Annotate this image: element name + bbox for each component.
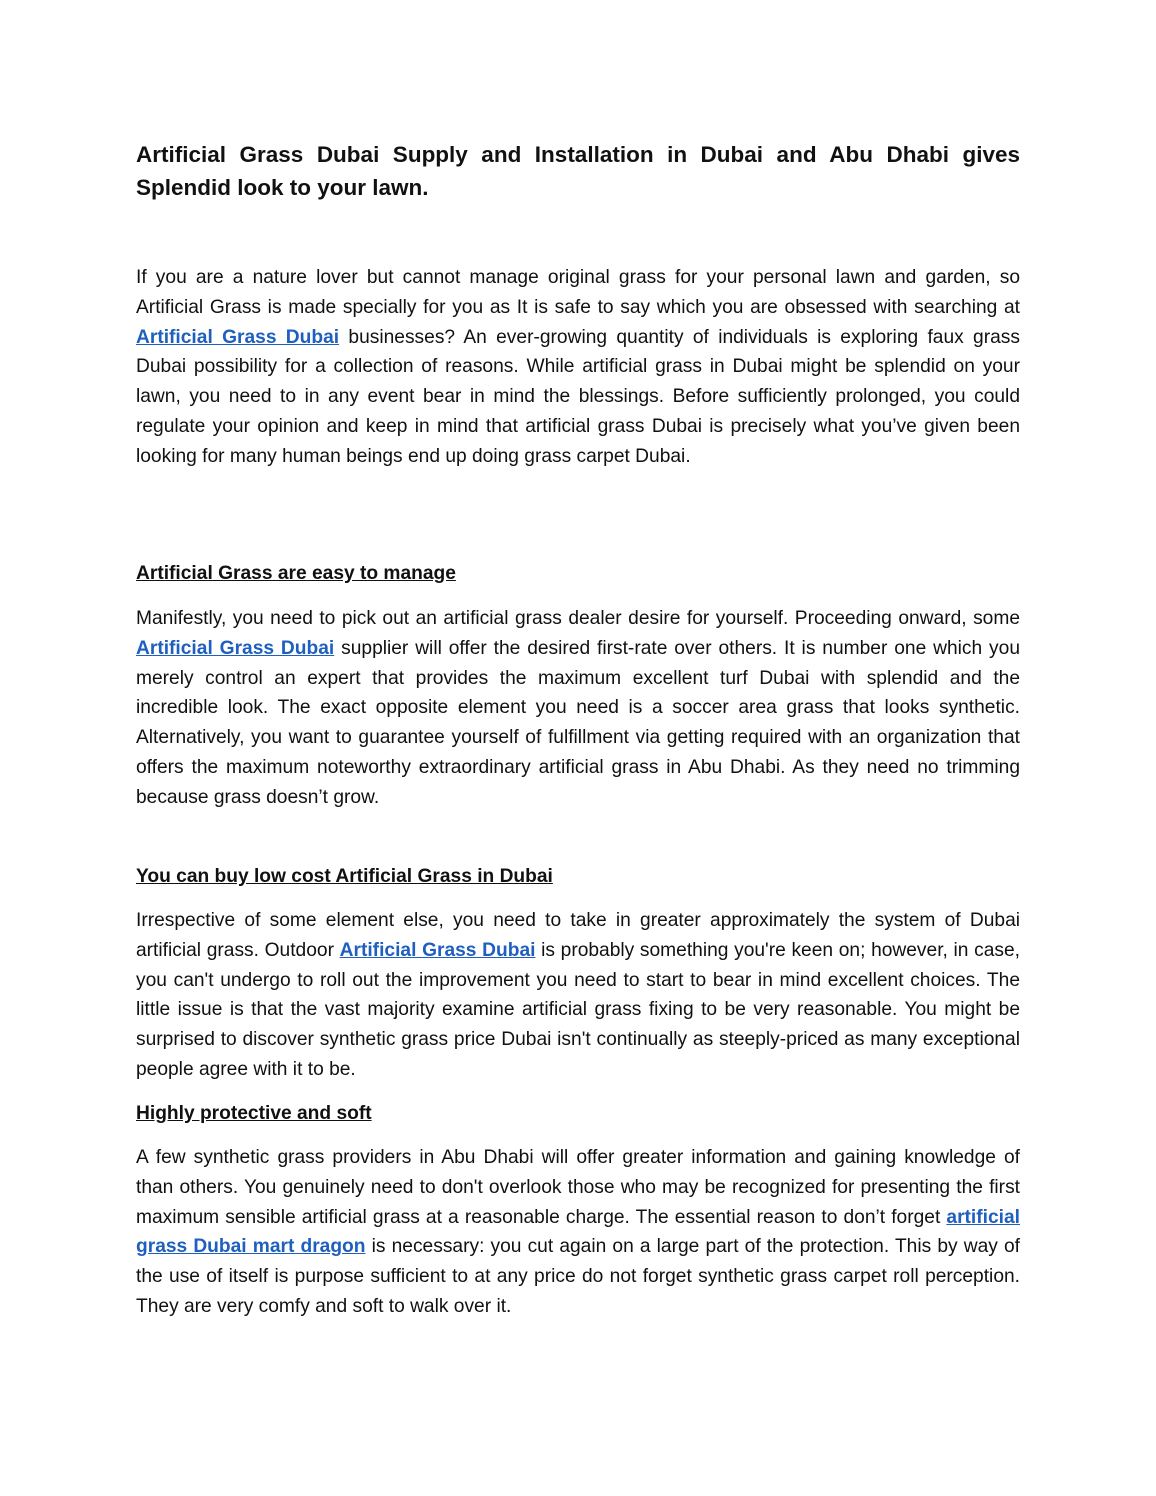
section-text-end: is probably something you're keen on; however, in case, you can't undergo to roll out the improvement you need to start to bear in mind excellent choices. The little issue is that the vast majority examine artificial grass fixing to be very reasonable. You might be surprised to discover synthetic grass price Dubai isn't continually as steeply-priced as many exceptional people agree with it to be. bbox=[136, 939, 1020, 1080]
intro-text-start: If you are a nature lover but cannot manage original grass for your personal lawn and garden, so Artificial Grass is made specially for you as It is safe to say which you are obsessed with searching at bbox=[136, 267, 1020, 318]
document-title: Artificial Grass Dubai Supply and Installation in Dubai and Abu Dhabi gives Splendid look to your lawn. bbox=[136, 142, 1020, 200]
section-heading: Artificial Grass are easy to manage bbox=[136, 563, 456, 584]
section-protective-soft-body bbox=[136, 1143, 1020, 1322]
section-heading: Highly protective and soft bbox=[136, 1103, 372, 1124]
artificial-grass-dubai-link[interactable]: Artificial Grass Dubai bbox=[339, 939, 536, 961]
section-text-end: is necessary: you cut again on a large part of the protection. This by way of the use of itself is purpose sufficient to at any price do not forget synthetic grass carpet roll perception. They are very comfy and soft to walk over it. bbox=[136, 1236, 1020, 1317]
section-protective-soft bbox=[136, 1100, 1020, 1128]
artificial-grass-dubai-mart-dragon-link[interactable]: artificial grass Dubai mart dragon bbox=[136, 1206, 1020, 1258]
section-paragraph bbox=[136, 906, 1020, 1085]
artificial-grass-dubai-link[interactable]: Artificial Grass Dubai bbox=[136, 637, 335, 659]
section-paragraph bbox=[136, 604, 1020, 813]
section-text-start: A few synthetic grass providers in Abu Dhabi will offer greater information and gaining knowledge of than others. You genuinely need to don't overlook those who may be recognized for presenting the first maximum sensible artificial grass at a reasonable charge. The essential reason to don’t forget bbox=[136, 1147, 1020, 1228]
section-paragraph bbox=[136, 1143, 1020, 1322]
section-low-cost-body bbox=[136, 906, 1020, 1085]
section-low-cost bbox=[136, 863, 1020, 891]
section-easy-to-manage bbox=[136, 560, 1020, 588]
intro-paragraph bbox=[136, 263, 1020, 472]
section-text-start: Manifestly, you need to pick out an artificial grass dealer desire for yourself. Proceeding onward, some bbox=[136, 608, 1020, 629]
intro-text-end: businesses? An ever-growing quantity of individuals is exploring faux grass Dubai possibility for a collection of reasons. While artificial grass in Dubai might be splendid on your lawn, you need to in any event bear in mind the blessings. Before sufficiently prolonged, you could regulate your opinion and keep in mind that artificial grass Dubai is precisely what you’ve given been looking for many human beings end up doing grass carpet Dubai. bbox=[136, 326, 1020, 467]
document-title-block bbox=[136, 138, 1020, 204]
section-text-end: supplier will offer the desired first-rate over others. It is number one which you merely control an expert that provides the maximum excellent turf Dubai with splendid and the incredible look. The exact opposite element you need is a soccer area grass that looks synthetic. Alternatively, you want to guarantee yourself of fulfillment via getting required with an organization that offers the maximum noteworthy extraordinary artificial grass in Abu Dhabi. As they need no trimming because grass doesn’t grow. bbox=[136, 637, 1020, 808]
artificial-grass-dubai-link[interactable]: Artificial Grass Dubai bbox=[136, 326, 340, 348]
section-text-start: Irrespective of some element else, you need to take in greater approximately the system of Dubai artificial grass. Outdoor bbox=[136, 910, 1020, 961]
section-easy-to-manage-body bbox=[136, 604, 1020, 813]
intro-block bbox=[136, 263, 1020, 472]
section-heading: You can buy low cost Artificial Grass in Dubai bbox=[136, 866, 553, 887]
